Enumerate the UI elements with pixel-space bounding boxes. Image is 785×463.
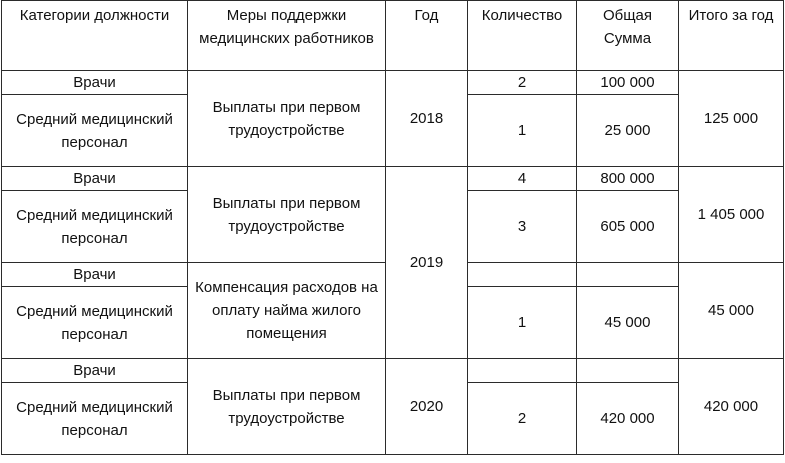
measure-cell: Выплаты при первом трудоустройстве (188, 167, 386, 263)
category-cell-doctors: Врачи (2, 263, 188, 287)
sum-cell (577, 263, 679, 287)
year-cell: 2018 (386, 71, 468, 167)
count-cell: 1 (468, 287, 577, 359)
count-cell: 4 (468, 167, 577, 191)
sum-cell: 605 000 (577, 191, 679, 263)
header-row (2, 1, 784, 71)
total-cell: 45 000 (679, 263, 784, 359)
header-year: Год (386, 1, 468, 71)
sum-cell: 100 000 (577, 71, 679, 95)
header-count: Количество (468, 1, 577, 71)
total-cell: 420 000 (679, 359, 784, 455)
measure-cell: Выплаты при первом трудоустройстве (188, 71, 386, 167)
sum-cell (577, 359, 679, 383)
count-cell (468, 359, 577, 383)
support-measures-table (1, 0, 784, 455)
table-row (2, 71, 784, 95)
header-sum: Общая Сумма (577, 1, 679, 71)
category-cell-doctors: Врачи (2, 359, 188, 383)
total-cell: 1 405 000 (679, 167, 784, 263)
category-cell-nurses: Средний медицинский персонал (2, 95, 188, 167)
sum-cell: 800 000 (577, 167, 679, 191)
header-total: Итого за год (679, 1, 784, 71)
year-cell: 2020 (386, 359, 468, 455)
sum-cell: 25 000 (577, 95, 679, 167)
category-cell-nurses: Средний медицинский персонал (2, 383, 188, 455)
sum-cell: 420 000 (577, 383, 679, 455)
count-cell: 2 (468, 71, 577, 95)
measure-cell: Выплаты при первом трудоустройстве (188, 359, 386, 455)
header-category: Категории должности (2, 1, 188, 71)
year-cell: 2019 (386, 167, 468, 359)
total-cell: 125 000 (679, 71, 784, 167)
category-cell-nurses: Средний медицинский персонал (2, 191, 188, 263)
count-cell: 3 (468, 191, 577, 263)
measure-cell: Компенсация расходов на оплату найма жилого помещения (188, 263, 386, 359)
count-cell: 1 (468, 95, 577, 167)
table-row (2, 167, 784, 191)
sum-cell: 45 000 (577, 287, 679, 359)
table-row (2, 359, 784, 383)
count-cell (468, 263, 577, 287)
category-cell-nurses: Средний медицинский персонал (2, 287, 188, 359)
count-cell: 2 (468, 383, 577, 455)
category-cell-doctors: Врачи (2, 71, 188, 95)
header-measure: Меры поддержки медицинских работников (188, 1, 386, 71)
category-cell-doctors: Врачи (2, 167, 188, 191)
